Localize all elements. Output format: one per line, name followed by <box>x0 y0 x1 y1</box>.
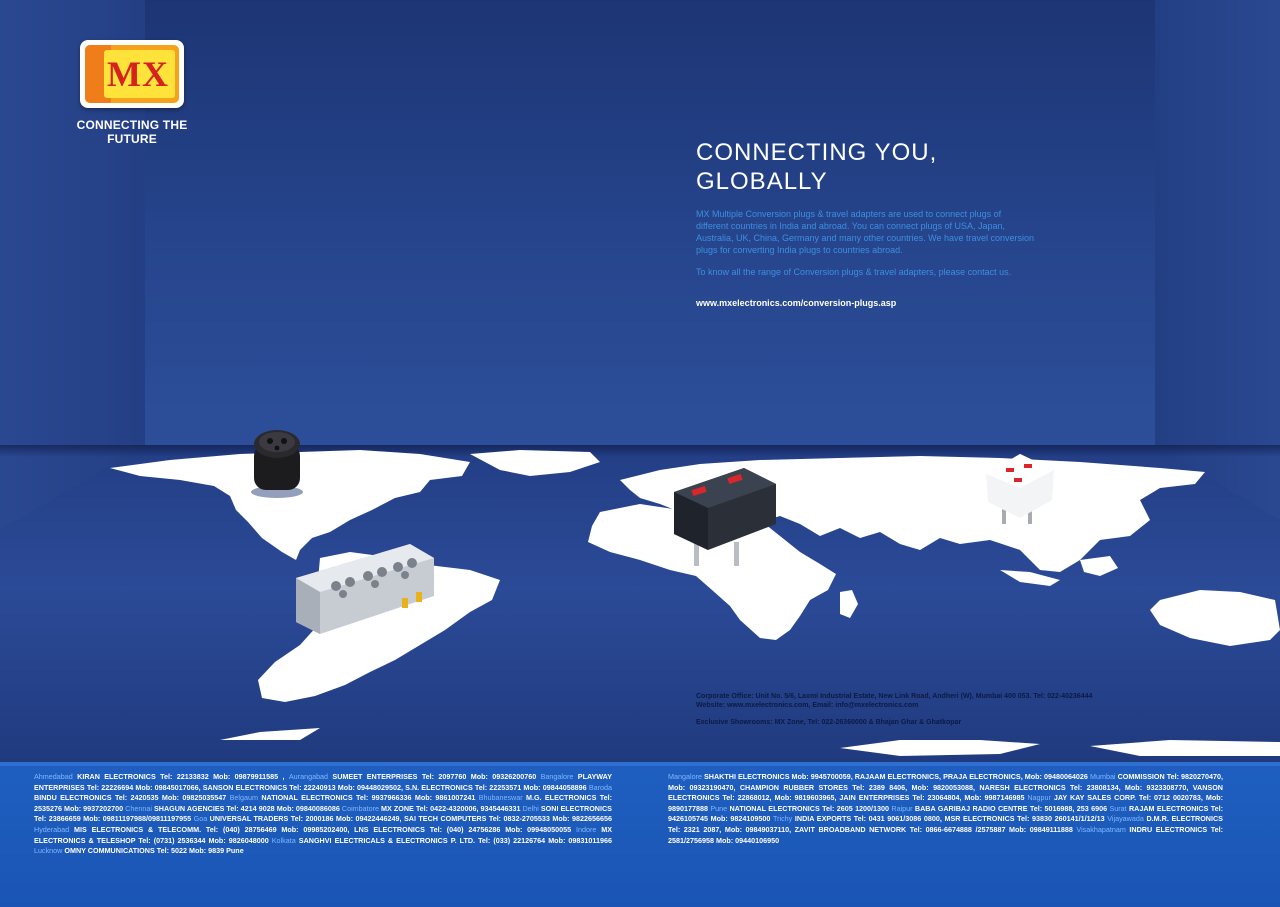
dealer-city: Aurangabad <box>288 772 333 781</box>
dealer-list-left <box>34 772 612 857</box>
body-paragraph-1: MX Multiple Conversion plugs & travel adapters are used to connect plugs of different countries in India and abroad. You can connect plugs of USA, Japan, Australia, UK, China, Germany and many other countries. We have travel conversion plugs for converting India plugs to countries abroad. <box>696 209 1034 255</box>
office-line-2: Website: www.mxelectronics.com, Email: info@mxelectronics.com <box>696 702 919 709</box>
dealer-listing-bar <box>0 762 1280 907</box>
greenland-shape <box>470 450 600 476</box>
dealer-city: Belgaum <box>229 793 262 803</box>
triple-socket-adapter-image <box>290 538 440 638</box>
headline <box>696 138 1056 196</box>
dealer-details: BINDU ELECTRONICS Tel: 2420535 Mob: 09825035547 <box>34 793 230 803</box>
dealer-details: KIRAN ELECTRONICS Tel: 22133832 Mob: 09879911585 , <box>77 772 289 781</box>
madagascar-shape <box>840 590 858 618</box>
dealer-city: Baroda <box>588 782 612 792</box>
headline-line-1: CONNECTING YOU, <box>696 139 938 166</box>
dealer-details: JAY KAY SALES CORP. Tel: 0712 0020783, Mob: 9890177888 <box>668 793 1223 813</box>
dealer-details: OMNY COMMUNICATIONS Tel: 5022 Mob: 9839 Pune <box>64 846 244 856</box>
dealer-details: COMMISSION Tel: 9820270470, Mob: 09323190470, CHAMPION RUBBER STORES Tel: 2389 8406, Mob: 9820053088, NARESH ELECTRONICS Tel: 23808134, Mob: 9323308770, VANSON ELECTRONICS Tel: 22868012, Mob: 9819603965, JAIN ENTERPRISES Tel: 23064804, Mob: 9987146985 <box>668 772 1223 803</box>
website-link[interactable]: www.mxelectronics.com/conversion-plugs.asp <box>696 298 897 308</box>
corporate-office-info <box>696 692 1176 735</box>
dealer-details: D.M.R. ELECTRONICS Tel: 2321 2087, Mob: 09849037110, ZAVIT BROADBAND NETWORK Tel: 0866-6674888 /2575887 Mob: 09849111888 <box>668 814 1223 834</box>
dealer-city: Bangalore <box>540 772 578 781</box>
islands-shape <box>1080 556 1118 576</box>
dealer-city: Coimbatore <box>341 803 382 813</box>
dealer-city: Mangalore <box>668 772 704 781</box>
dealer-details: MIS ELECTRONICS & TELECOMM. Tel: (040) 28756469 Mob: 09985202400, LNS ELECTRONICS Tel: (040) 24756286 Mob: 09948050055 <box>74 824 576 834</box>
dealer-city: Kolkata <box>271 835 299 845</box>
dealer-details: PLAYWAY ENTERPRISES Tel: 22226694 Mob: 09845017066, SANSON ELECTRONICS Tel: 22240913 Mob: 09448029502, S.N. ELECTRONICS Tel: 22253571 Mob: 09844058896 <box>34 772 612 792</box>
antarctica-shape <box>220 728 320 740</box>
dealer-city: Hyderabad <box>34 824 74 834</box>
dealer-city: Surat <box>1109 803 1129 813</box>
dealer-details: MX ZONE Tel: 0422-4320006, 9345446331 <box>381 803 523 813</box>
dealer-details: INDRU ELECTRONICS Tel: 2581/2756958 Mob: 09440106950 <box>668 824 1223 845</box>
body-paragraph-2: To know all the range of Conversion plugs & travel adapters, please contact us. <box>696 267 1012 277</box>
dealer-city: Ahmedabad <box>34 772 78 781</box>
dealer-city: Goa <box>193 814 210 824</box>
dealer-details: SHAGUN AGENCIES Tel: 4214 9028 Mob: 09840086086 <box>153 803 342 813</box>
dealer-city: Indore <box>575 824 602 834</box>
dealer-details: NATIONAL ELECTRONICS Tel: 9937966336 Mob: 9861007241 <box>261 793 479 803</box>
dealer-city: Pune <box>710 803 730 813</box>
dealer-details: BABA GARIBAJ RADIO CENTRE Tel: 5016988, 253 6906 <box>914 803 1110 813</box>
dealer-city: Lucknow <box>34 846 65 856</box>
white-universal-adapter-image <box>980 448 1060 528</box>
office-line-3: Exclusive Showrooms: MX Zone, Tel: 022-26360000 & Bhajan Ghar & Ghatkopar <box>696 719 962 726</box>
dealer-city: Visakhapatnam <box>1076 824 1130 834</box>
dealer-details: SUMEET ENTERPRISES Tel: 2097760 Mob: 09326200760 <box>332 772 541 781</box>
brand-logo <box>52 38 212 146</box>
office-line-1: Corporate Office: Unit No. 5/6, Laxmi Industrial Estate, New Link Road, Andheri (W), Mumbai 400 053. Tel: 022-40236444 Website: www.mxelectronics.com, Email: info@mxelectronics.com <box>696 693 1093 709</box>
dealer-details: INDIA EXPORTS Tel: 0431 9061/3086 0800, MSR ELECTRONICS Tel: 93830 260141/1/12/13 <box>794 814 1108 824</box>
dealer-city: Raipur <box>891 803 915 813</box>
dealer-details: UNIVERSAL TRADERS Tel: 2000186 Mob: 09422446249, SAI TECH COMPUTERS Tel: 0832-2705533 Mob: 9822656656 <box>209 814 612 824</box>
dealer-details: NATIONAL ELECTRONICS Tel: 2605 1200/1300 <box>729 803 892 813</box>
antarctica-shape-2 <box>840 740 1040 756</box>
body-copy <box>696 208 1036 288</box>
dealer-details: MX ELECTRONICS & TELESHOP Tel: (0731) 2536344 Mob: 9826048000 <box>34 824 612 845</box>
islands-shape-2 <box>1000 570 1060 586</box>
black-travel-adapter-image <box>664 462 784 572</box>
dealer-city: Nagpur <box>1027 793 1054 803</box>
dealer-details: SHAKTHI ELECTRONICS Mob: 9945700059, RAJAAM ELECTRONICS, PRAJA ELECTRONICS, Mob: 09480064026 <box>704 772 1090 781</box>
brand-tagline: CONNECTING THE FUTURE <box>76 118 188 146</box>
logo-text: MX <box>107 54 169 94</box>
dealer-details: SONI ELECTRONICS Tel: 23866659 Mob: 09811197988/09811197955 <box>34 803 612 824</box>
dealer-city: Delhi <box>522 803 541 813</box>
dealer-details: RAJAM ELECTRONICS Tel: 9426105745 Mob: 9824109500 <box>668 803 1223 824</box>
dealer-city: Mumbai <box>1089 772 1118 781</box>
logo-badge <box>80 40 184 108</box>
dealer-details: SANGHVI ELECTRICALS & ELECTRONICS P. LTD. Tel: (033) 22126764 Mob: 09831011966 <box>298 835 612 845</box>
headline-line-2: GLOBALLY <box>696 168 828 195</box>
dealer-details: M.G. ELECTRONICS Tel: 2535276 Mob: 9937202700 <box>34 793 612 813</box>
dealer-city: Vijayawada <box>1107 814 1147 824</box>
dealer-city: Bhubaneswar <box>478 793 526 803</box>
dealer-city: Chennai <box>125 803 154 813</box>
australia-shape <box>1150 590 1280 646</box>
round-plug-adapter-image <box>246 420 308 500</box>
dealer-list-right <box>668 772 1223 846</box>
antarctica-shape-3 <box>1090 740 1280 756</box>
dealer-city: Trichy <box>772 814 795 824</box>
